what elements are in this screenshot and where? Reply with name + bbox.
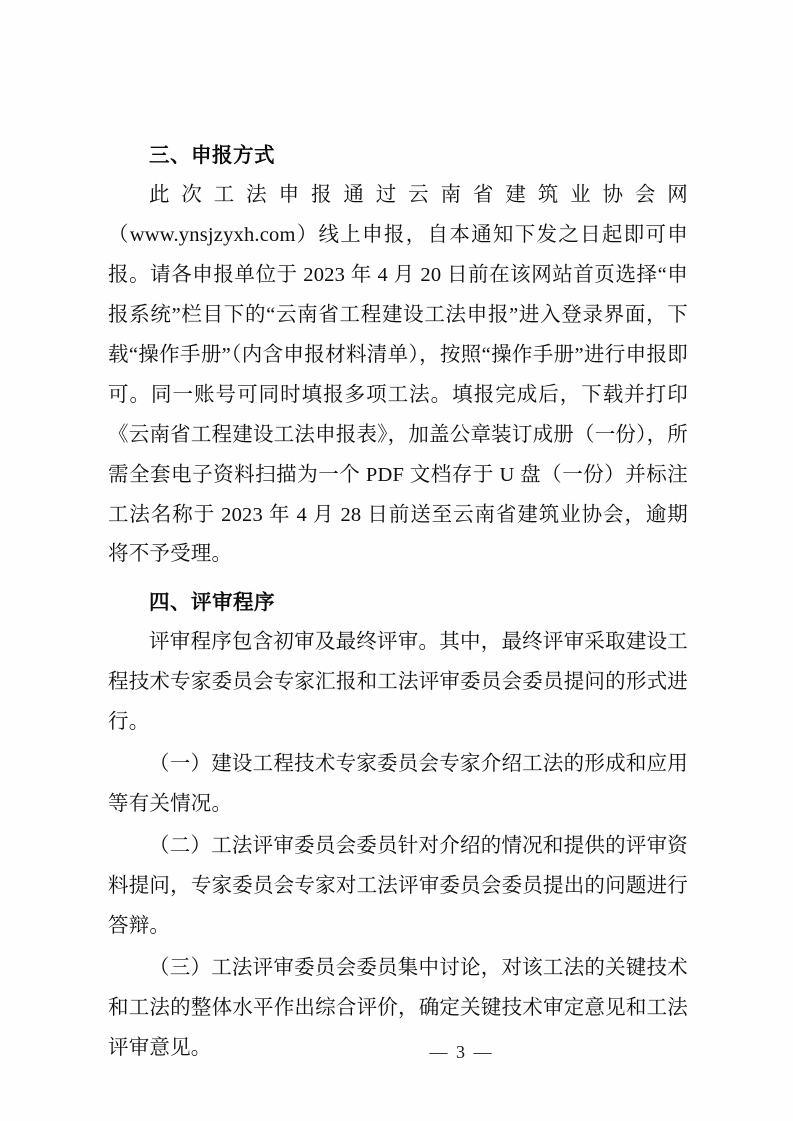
section-four-item-two: （二）工法评审委员会委员针对介绍的情况和提供的评审资料提问，专家委员会专家对工法评审委员会委员提出的问题进行答辩。: [108, 835, 688, 937]
section-four-paragraph-1: 评审程序包含初审及最终评审。其中，最终评审采取建设工程技术专家委员会专家汇报和工法评审委员会委员提问的形式进行。: [108, 631, 688, 734]
section-heading-four: 四、评审程序: [149, 591, 275, 615]
section-spacer: [108, 577, 688, 587]
section-heading-three: 三、申报方式: [149, 144, 275, 167]
page-number-label: — 3 —: [429, 1042, 494, 1062]
section-four-item-three: （三）工法评审委员会委员集中讨论，对该工法的关键技术和工法的整体水平作出综合评价，确定关键技术审定意见和工法评审意见。: [108, 956, 688, 1059]
page-footer: [0, 1042, 793, 1063]
document-body: [108, 140, 688, 1071]
section-four-item-one: （一）建设工程技术专家委员会专家介绍工法的形成和应用等有关情况。: [108, 753, 688, 816]
section-three-paragraph-1: 此次工法申报通过云南省建筑业协会网（www.ynsjzyxh.com）线上申报，自本通知下发之日起即可申报。请各申报单位于 2023 年 4 月 20 日前在该网站首页选择“申报系统”栏目下的“云南省工程建设工法申报”进入登录界面，下载“操作手册”（内含申报材料清单），按照“操作手册”进行申报即可。同一账号可同时填报多项工法。填报完成后，下载并打印《云南省工程建设工法申报表》，加盖公章装订成册（一份），所需全套电子资料扫描为一个 PDF 文档存于 U 盘（一份）并标注工法名称于 2023 年 4 月 28 日前送至云南省建筑业协会，逾期将不予受理。: [108, 183, 688, 566]
